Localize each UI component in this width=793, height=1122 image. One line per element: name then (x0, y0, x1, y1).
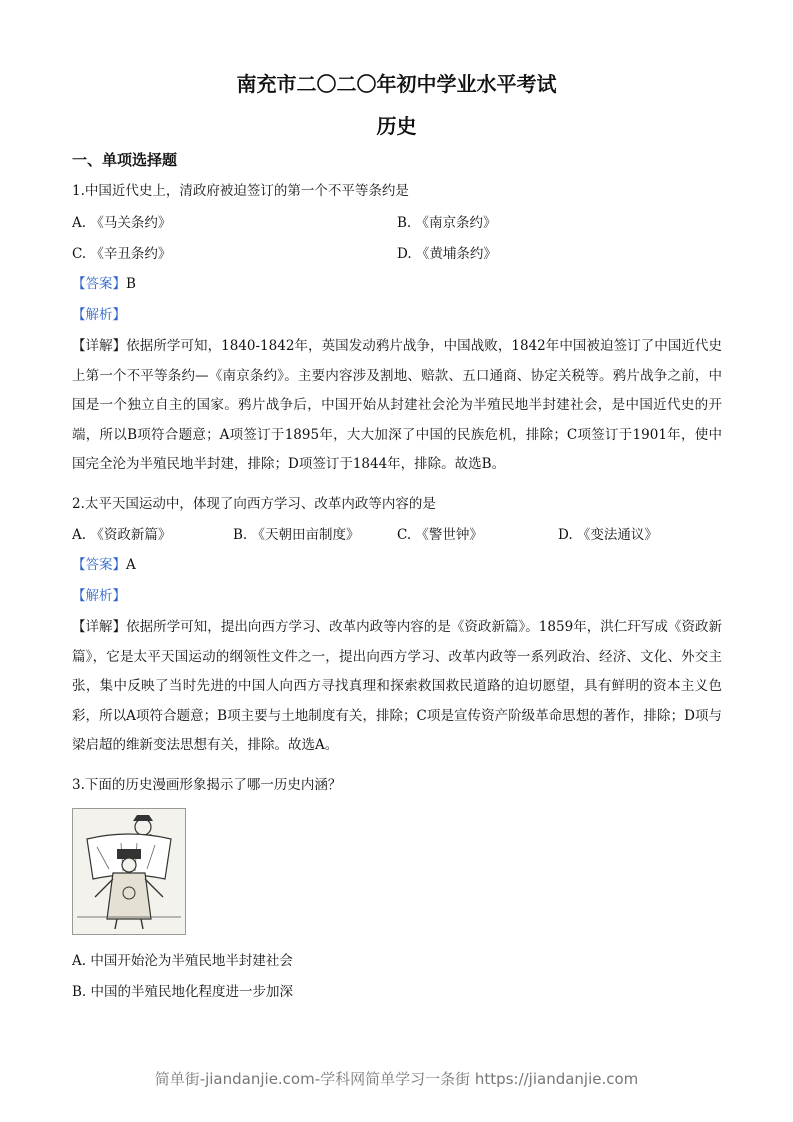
section-heading: 一、单项选择题 (72, 151, 178, 169)
q2-option-c: C. 《警世钟》 (397, 527, 483, 543)
history-cartoon-image (72, 808, 186, 935)
q1-answer (72, 274, 136, 294)
q1-option-a: A. 《马关条约》 (72, 215, 172, 231)
page-subtitle: 历史 (376, 114, 417, 138)
q2-detail (72, 613, 722, 761)
q1-analysis-tag: 【解析】 (72, 307, 126, 323)
page-title: 南充市二〇二〇年初中学业水平考试 (236, 72, 557, 96)
q3-question: 3.下面的历史漫画形象揭示了哪一历史内涵？ (72, 777, 342, 793)
q1-question: 1.中国近代史上，清政府被迫签订的第一个不平等条约是 (72, 183, 409, 199)
q2-question: 2.太平天国运动中，体现了向西方学习、改革内政等内容的是 (72, 496, 436, 512)
page-footer: 简单街-jiandanjie.com-学科网简单学习一条街 https://jiandanjie.com (154, 1070, 639, 1088)
q2-option-a: A. 《资政新篇》 (72, 527, 172, 543)
q2-answer-value: A (126, 557, 136, 573)
cartoon-illustration (73, 809, 185, 934)
q1-option-b: B. 《南京条约》 (397, 215, 497, 231)
q1-detail (72, 332, 722, 480)
q2-answer-tag: 【答案】 (72, 557, 126, 573)
q1-option-c: C. 《辛丑条约》 (72, 246, 172, 262)
q2-detail-tag: 【详解】 (72, 619, 127, 635)
q1-detail-tag: 【详解】 (72, 338, 127, 354)
q1-answer-tag: 【答案】 (72, 276, 126, 292)
q2-answer (72, 555, 136, 575)
q1-answer-value: B (126, 276, 136, 292)
q2-option-b: B. 《天朝田亩制度》 (233, 527, 360, 543)
q3-option-b: B. 中国的半殖民地化程度进一步加深 (72, 984, 294, 1000)
q1-detail-text: 依据所学可知，1840-1842年，英国发动鸦片战争，中国战败，1842年中国被迫签订了中国近代史上第一个不平等条约—《南京条约》。主要内容涉及割地、赔款、五口通商、协定关税等。鸦片战争之前，中国是一个独立自主的国家。鸦片战争后，中国开始从封建社会沦为半殖民地半封建社会，是中国近代史的开端，所以B项符合题意；A项签订于1895年，大大加深了中国的民族危机，排除；C项签订于1901年，使中国完全沦为半殖民地半封建，排除；D项签订于1844年，排除。故选B。 (72, 338, 722, 472)
q3-option-a: A. 中国开始沦为半殖民地半封建社会 (72, 953, 293, 969)
q2-analysis-tag: 【解析】 (72, 588, 126, 604)
q2-detail-text: 依据所学可知，提出向西方学习、改革内政等内容的是《资政新篇》。1859年，洪仁玕写成《资政新篇》，它是太平天国运动的纲领性文件之一，提出向西方学习、改革内政等一系列政治、经济、文化、外交主张，集中反映了当时先进的中国人向西方寻找真理和探索救国救民道路的迫切愿望，具有鲜明的资本主义色彩，所以A项符合题意；B项主要与土地制度有关，排除；C项是宣传资产阶级革命思想的著作，排除；D项与梁启超的维新变法思想有关，排除。故选A。 (72, 619, 722, 753)
q1-option-d: D. 《黄埔条约》 (397, 246, 497, 262)
q2-option-d: D. 《变法通议》 (558, 527, 658, 543)
